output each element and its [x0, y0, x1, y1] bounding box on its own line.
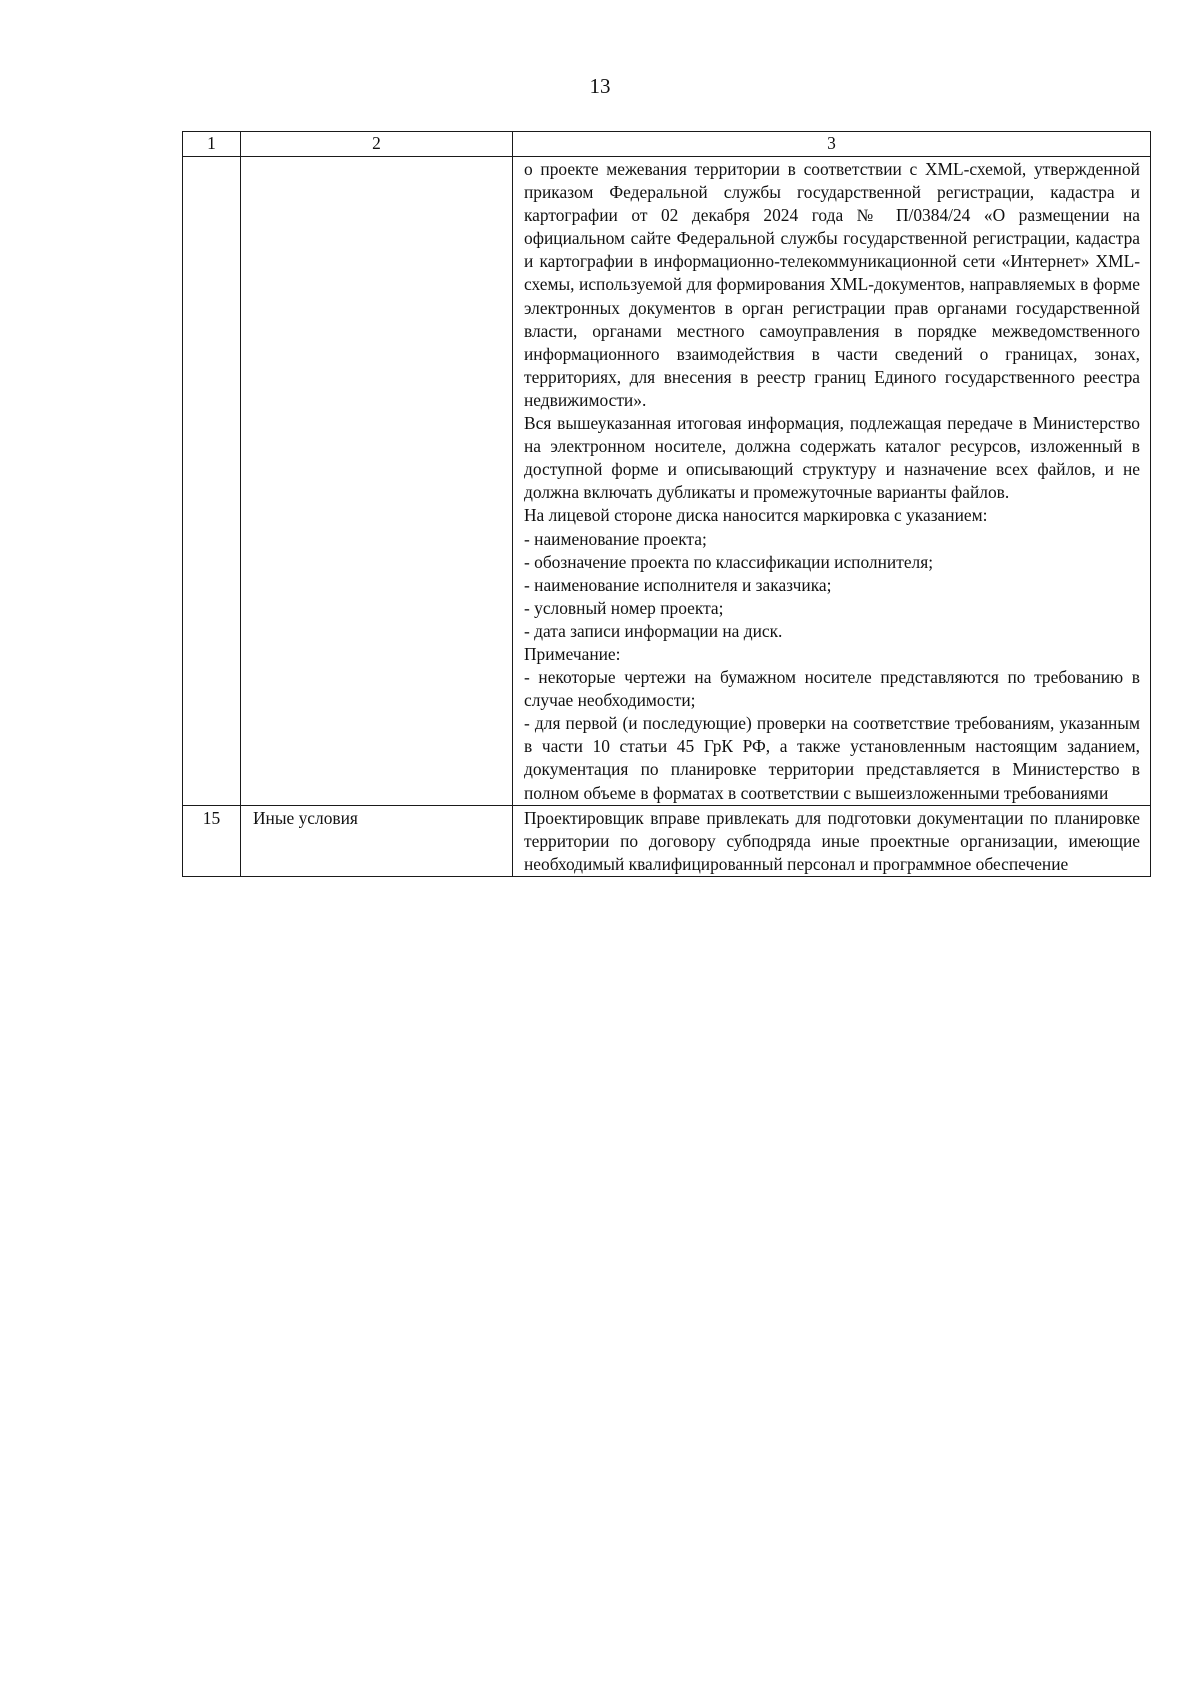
table-row: [183, 805, 1151, 876]
marking-list-item: - условный номер проекта;: [524, 597, 724, 618]
marking-list-item: - обозначение проекта по классификации исполнителя;: [524, 551, 934, 572]
table-row: [183, 157, 1151, 806]
page-number: 13: [589, 74, 611, 98]
column-header-3: 3: [513, 132, 1151, 157]
column-header-2: 2: [241, 132, 513, 157]
note-title: Примечание:: [524, 643, 621, 664]
xml-schema-paragraph: о проекте межевания территории в соответствии с XML-схемой, утвержденной приказом Федеральной службы государственной регистрации, кадастра и картографии от 02 декабря 2024 года № П/0384/24 «О размещении на официальном сайте Федеральной службы государственной регистрации, кадастра и картографии в информационно-телекоммуникационной сети «Интернет» XML-схемы, используемой для формирования XML-документов, направляемых в форме электронных документов в орган регистрации прав органами государственной власти, органами местного самоуправления в порядке межведомственного информационного взаимодействия в части сведений о границах, зонах, территориях, для внесения в реестр границ Единого государственного реестра недвижимости».: [524, 159, 1140, 410]
marking-list-item: - наименование проекта;: [524, 528, 707, 549]
column-header-1: 1: [183, 132, 241, 157]
other-conditions-text: Проектировщик вправе привлекать для подготовки документации по планировке территории по договору субподряда иные проектные организации, имеющие необходимый квалифицированный персонал и программное обеспечение: [524, 807, 1140, 874]
note-list-item: - некоторые чертежи на бумажном носителе представляются по требованию в случае необходимости;: [524, 667, 1140, 711]
note-list-item: - для первой (и последующие) проверки на соответствие требованиям, указанным в части 10 статьи 45 ГрК РФ, а также установленным настоящим заданием, документация по планировке территории представляется в Министерство в полном объеме в форматах в соответствии с вышеизложенными требованиями: [524, 713, 1140, 803]
disk-marking-intro: На лицевой стороне диска наносится маркировка с указанием:: [524, 505, 988, 526]
row-content-cell: [513, 157, 1151, 806]
row-content-cell: [513, 805, 1151, 876]
marking-list-item: - наименование исполнителя и заказчика;: [524, 574, 832, 595]
final-information-paragraph: Вся вышеуказанная итоговая информация, подлежащая передаче в Министерство на электронном носителе, должна содержать каталог ресурсов, изложенный в доступной форме и описывающий структуру и назначение всех файлов, и не должна включать дубликаты и промежуточные варианты файлов.: [524, 413, 1140, 503]
table-header-row: [183, 132, 1151, 157]
row-label-cell: Иные условия: [241, 805, 513, 876]
marking-list-item: - дата записи информации на диск.: [524, 620, 783, 641]
requirements-table: [182, 131, 1151, 877]
row-number-cell: 15: [183, 805, 241, 876]
row-label-cell: [241, 157, 513, 806]
row-number-cell: [183, 157, 241, 806]
